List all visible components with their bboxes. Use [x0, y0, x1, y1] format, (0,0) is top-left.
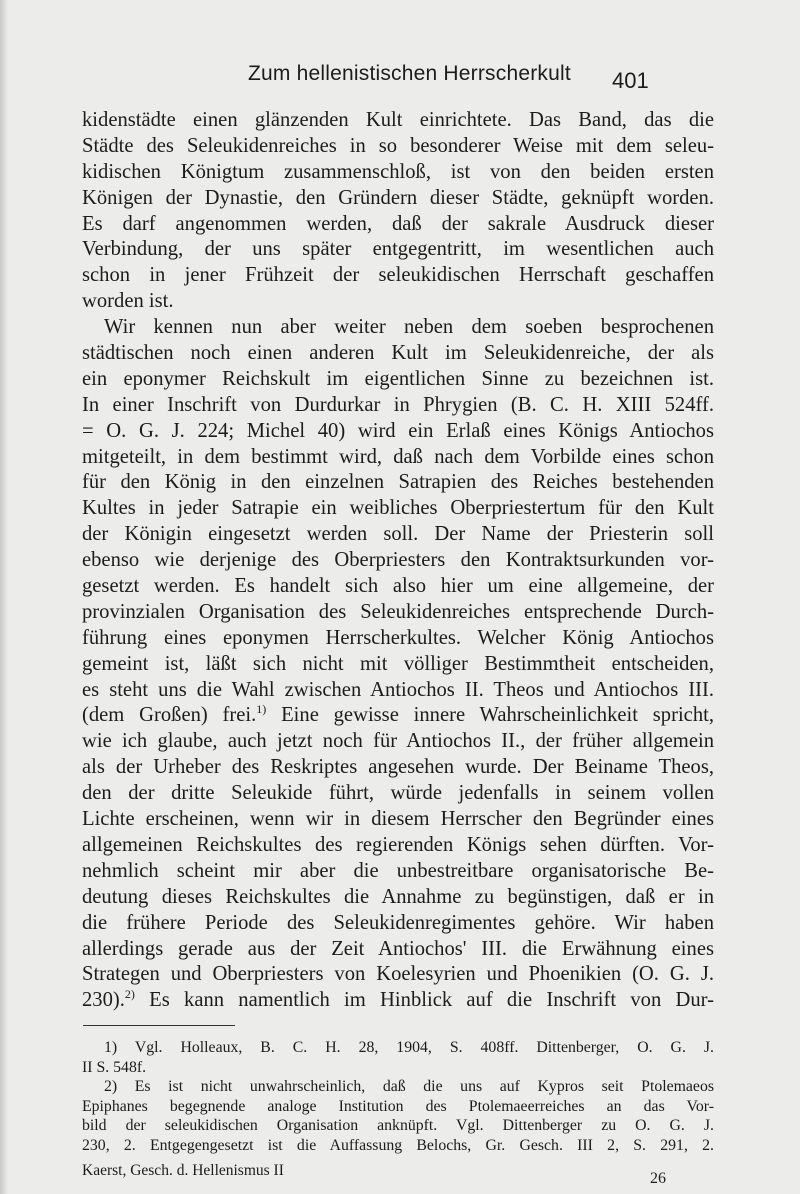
- printer-signature: Kaerst, Gesch. d. Hellenismus II: [82, 1162, 284, 1179]
- text-line: Es darf angenommen werden, daß der sakrale Ausdruck dieser: [82, 212, 714, 235]
- text-line: In einer Inschrift von Durdurkar in Phrygien (B. C. H. XIII 524ff.: [82, 393, 714, 416]
- text-line: den der dritte Seleukide führt, würde jedenfalls in seinem vollen: [82, 782, 714, 805]
- text-line: mitgeteilt, in dem bestimmt wird, daß nach dem Vorbilde eines schon: [82, 445, 714, 468]
- page-binding-edge: [0, 0, 8, 1194]
- text-line: Strategen und Oberpriesters von Koelesyrien und Phoenikien (O. G. J.: [82, 963, 714, 986]
- text-line: Königen der Dynastie, den Gründern dieser Städte, geknüpft worden.: [82, 186, 714, 209]
- text-line: allgemeinen Reichskultes des regierenden Königs sehen dürften. Vor-: [82, 833, 714, 856]
- text-line: städtischen noch einen anderen Kult im Seleukidenreiche, der als: [82, 342, 714, 365]
- footnote-line: II S. 548f.: [82, 1058, 147, 1076]
- text-line: der Königin eingesetzt werden soll. Der Name der Priesterin soll: [82, 523, 714, 546]
- running-title: Zum hellenistischen Herrscherkult: [248, 62, 571, 85]
- text-line: gesetzt werden. Es handelt sich also hier um eine allgemeine, der: [82, 575, 714, 598]
- text-line: wie ich glaube, auch jetzt noch für Antiochos II., der früher allgemein: [82, 730, 714, 753]
- text-line: nehmlich scheint mir aber die unbestreitbare organisatorische Be-: [82, 859, 714, 882]
- text-line: provinzialen Organisation des Seleukidenreiches entsprechende Durch-: [82, 600, 714, 623]
- footnote-line: 2) Es ist nicht unwahrscheinlich, daß die uns auf Kypros seit Ptolemaeos: [104, 1078, 714, 1096]
- footnotes: [82, 1038, 714, 1156]
- text-fragment: (dem Großen) frei.: [82, 704, 257, 727]
- footnote-line: 1) Vgl. Holleaux, B. C. H. 28, 1904, S. 408ff. Dittenberger, O. G. J.: [104, 1039, 714, 1056]
- body-text: [82, 108, 714, 1014]
- text-line: Lichte erscheinen, wenn wir in diesem Herrscher den Begründer eines: [82, 808, 714, 831]
- footnote-line: bild der seleukidischen Organisation anknüpft. Vgl. Dittenberger zu O. G. J.: [82, 1117, 714, 1135]
- text-line: kidenstädte einen glänzenden Kult einrichtete. Das Band, das die: [82, 109, 714, 131]
- text-line-with-note: [82, 988, 714, 1014]
- text-line: Verbindung, der uns später entgegentritt, im wesentlichen auch: [82, 238, 714, 261]
- text-line: Städte des Seleukidenreiches in so besonderer Weise mit dem seleu-: [82, 134, 714, 157]
- text-line: = O. G. J. 224; Michel 40) wird ein Erlaß eines Königs Antiochos: [82, 419, 714, 442]
- text-line: ebenso wie derjenige des Oberpriesters den Kontraktsurkunden vor-: [82, 549, 714, 572]
- text-line: deutung dieses Reichskultes die Annahme zu begünstigen, daß er in: [82, 885, 714, 908]
- text-fragment: 230).: [82, 989, 125, 1012]
- text-line: als der Urheber des Reskriptes angesehen wurde. Der Beiname Theos,: [82, 756, 714, 779]
- footnote-marker: 1): [256, 702, 267, 717]
- text-line: schon in jener Frühzeit der seleukidischen Herrschaft geschaffen: [82, 264, 714, 287]
- text-line: für den König in den einzelnen Satrapien des Reiches bestehenden: [82, 471, 714, 494]
- text-line: gemeint ist, läßt sich nicht mit völliger Bestimmtheit entscheiden,: [82, 652, 714, 675]
- text-line: es steht uns die Wahl zwischen Antiochos II. Theos und Antiochos III.: [82, 678, 714, 701]
- text-line-with-note: [82, 703, 714, 729]
- text-line: Kultes in jeder Satrapie ein weibliches Oberpriestertum für den Kult: [82, 497, 714, 520]
- page-number: 401: [612, 68, 649, 93]
- footnote-marker: 2): [124, 987, 135, 1002]
- text-fragment: Es kann namentlich im Hinblick auf die Inschrift von Dur-: [149, 989, 714, 1012]
- sheet-number: 26: [650, 1170, 666, 1187]
- text-line: Wir kennen nun aber weiter neben dem soeben besprochenen: [104, 316, 714, 339]
- text-line: die frühere Periode des Seleukidenregimentes gehöre. Wir haben: [82, 911, 714, 934]
- text-line: kidischen Königtum zusammenschloß, ist von den beiden ersten: [82, 160, 714, 183]
- text-fragment: Eine gewisse innere Wahrscheinlichkeit spricht,: [281, 704, 714, 727]
- footnote-rule: [83, 1025, 235, 1026]
- text-line: allerdings gerade aus der Zeit Antiochos' III. die Erwähnung eines: [82, 937, 714, 960]
- footnote-line: 230, 2. Entgegengesetzt ist die Auffassung Belochs, Gr. Gesch. III 2, S. 291, 2.: [82, 1136, 714, 1154]
- footnote-line: Epiphanes begegnende analoge Institution des Ptolemaeerreiches an das Vor-: [82, 1097, 714, 1115]
- text-line: worden ist.: [82, 290, 174, 313]
- text-line: ein eponymer Reichskult im eigentlichen Sinne zu bezeichnen ist.: [82, 367, 714, 390]
- text-line: führung eines eponymen Herrscherkultes. Welcher König Antiochos: [82, 626, 714, 649]
